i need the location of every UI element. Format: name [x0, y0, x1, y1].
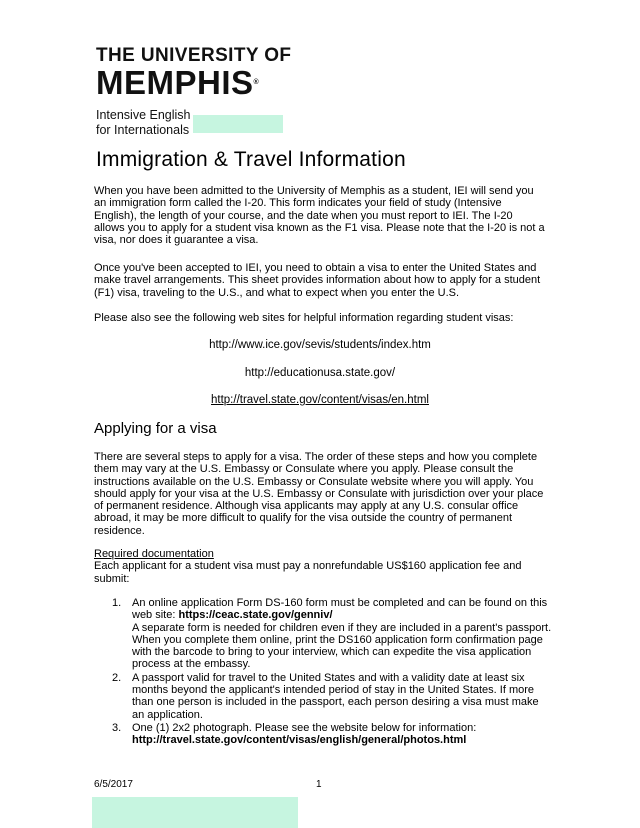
- link-educationusa[interactable]: [94, 366, 546, 380]
- photos-link[interactable]: http://travel.state.gov/content/visas/english/general/photos.html: [132, 734, 467, 747]
- required-documentation-label: Required documentation: [94, 548, 214, 560]
- list-item: [112, 597, 552, 671]
- intro-paragraph: When you have been admitted to the University of Memphis as a student, IEI will send you an immigration form called the I-20. This form indicates your field of study (Intensive English), the length of your course, and the date when you must report to IEI. The I-20 allows you to apply for a student visa known as the F1 visa. Please note that the I-20 is not a visa, nor does it guarantee a visa.: [94, 185, 545, 247]
- logo-subtitle-line1: Intensive English: [96, 108, 191, 122]
- highlight-box-bottom: [92, 797, 298, 828]
- list-item-text: A passport valid for travel to the United States and with a validity date at least six months beyond the applicant's intended period of stay in the United States. If more than one person is included in the passport, each person desiring a visa must make an application.: [132, 671, 539, 721]
- footer-date: 6/5/2017: [94, 779, 133, 790]
- footer-page-number: 1: [316, 779, 322, 790]
- ds160-link[interactable]: https://ceac.state.gov/genniv/: [178, 609, 333, 622]
- registered-mark: ®: [253, 79, 260, 86]
- list-item: [112, 672, 552, 721]
- logo-line2: [96, 66, 296, 100]
- link-educationusa-text[interactable]: http://educationusa.state.gov/: [244, 367, 396, 379]
- section-heading-applying: Applying for a visa: [94, 420, 217, 437]
- link-travel-state[interactable]: [94, 393, 546, 407]
- list-item-number: 1.: [112, 597, 122, 609]
- highlight-box-top: [193, 115, 283, 133]
- link-travel-state-text[interactable]: http://travel.state.gov/content/visas/en.html: [211, 394, 429, 406]
- required-documentation: [94, 548, 546, 585]
- logo-line1: THE UNIVERSITY OF: [96, 45, 292, 66]
- steps-paragraph: There are several steps to apply for a visa. The order of these steps and how you complete them may vary at the U.S. Embassy or Consulate where you apply. Please consult the instructions available on the U.S. Embassy or Consulate website where you will apply. You should apply for your visa at the U.S. Embassy or Consulate with jurisdiction over your place of permanent residence. Although visa applicants may apply at any U.S. consular office abroad, it may be more difficult to qualify for the visa outside the country of permanent residence.: [94, 451, 544, 537]
- list-item-number: 2.: [112, 671, 122, 684]
- list-item-text: One (1) 2x2 photograph. Please see the website below for information:: [132, 721, 477, 734]
- link-ice[interactable]: [94, 338, 546, 352]
- requirements-list: [112, 597, 552, 748]
- list-item: [112, 722, 552, 747]
- logo-subtitle-line2: for Internationals: [96, 123, 190, 137]
- list-item-text: An online application Form DS-160 form must be completed and can be found on this web site:: [132, 597, 548, 622]
- required-documentation-text: Each applicant for a student visa must pay a nonrefundable US$160 application fee and submit:: [94, 560, 522, 585]
- page-title: Immigration & Travel Information: [96, 148, 406, 171]
- list-item-number: 3.: [112, 721, 122, 734]
- link-ice-text[interactable]: http://www.ice.gov/sevis/students/index.htm: [209, 339, 431, 351]
- logo-wordmark: MEMPHIS: [96, 64, 254, 101]
- list-item-text-continued: A separate form is needed for children even if they are included in a parent's passport. When you complete them online, print the DS160 application form confirmation page with the barcode to bring to your interview, which can expedite the visa application process at the embassy.: [132, 621, 552, 671]
- websites-intro: Please also see the following web sites for helpful information regarding student visas:: [94, 312, 514, 324]
- acceptance-paragraph: Once you've been accepted to IEI, you need to obtain a visa to enter the United States and make travel arrangements. This sheet provides information about how to apply for a student (F1) visa, traveling to the U.S., and what to expect when you enter the U.S.: [94, 262, 541, 299]
